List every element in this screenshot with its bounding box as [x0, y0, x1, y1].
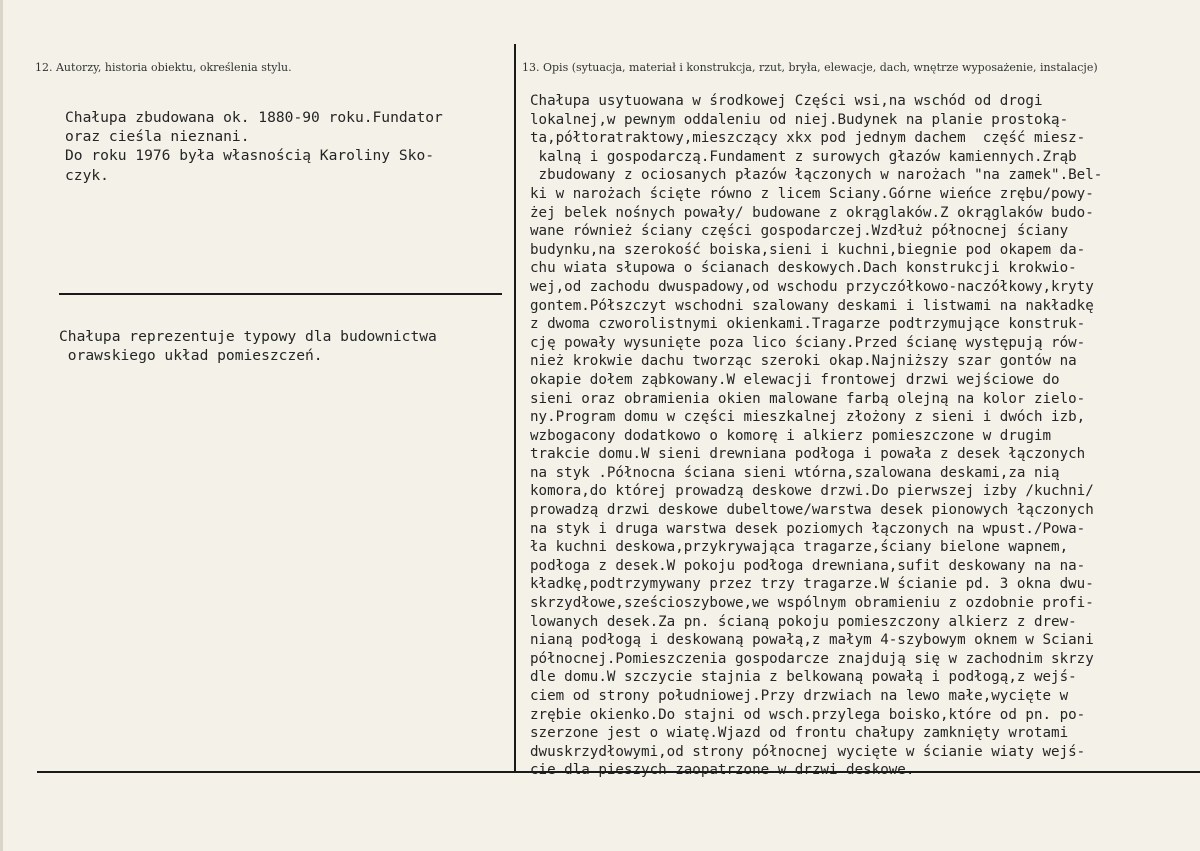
column-divider: [514, 44, 516, 772]
description-text: Chałupa usytuowana w środkowej Części wsi,na wschód od drogi lokalnej,w pewnym oddaleniu od niej.Budynek na planie prostoką- ta,półtoratraktowy,mieszczący xkx pod jednym dachem część miesz- kalną i gospodarczą.Fundament z surowych głazów kamiennych.Zrąb zbudowany z ociosanych płazów łączonych w narożach "na zamek".Bel- ki w narożach ścięte równo z licem Sciany.Górne wieńce zrębu/powy- żej belek nośnych powały/ budowane z okrąglaków.Z okrąglaków budo- wane również ściany części gospodarczej.Wzdłuż północnej ściany budynku,na szerokość boiska,sieni i kuchni,biegnie pod okapem da- chu wiata słupowa o ścianach deskowych.Dach konstrukcji krokwio- wej,od zachodu dwuspadowy,od wschodu przyczółkowo-naczółkowy,kryty gontem.Półszczyt wschodni szalowany deskami i listwami na nakładkę z dwoma czworolistnymi okienkami.Tragarze podtrzymujące konstruk- cję powały wysunięte poza lico ściany.Przed ścianę występują rów- nież krokwie dachu tworząc szeroki okap.Najniższy szar gontów na okapie dołem ząbkowany.W elewacji frontowej drzwi wejściowe do sieni oraz obramienia okien malowane farbą olejną na kolor zielo- ny.Program domu w części mieszkalnej złożony z sieni i dwóch izb, wzbogacony dodatkowo o komorę i alkierz pomieszczone w drugim trakcie domu.W sieni drewniana podłoga i powała z desek łączonych na styk .Północna ściana sieni wtórna,szalowana deskami,za nią komora,do której prowadzą deskowe drzwi.Do pierwszej izby /kuchni/ prowadzą drzwi deskowe dubeltowe/warstwa desek pionowych łączonych na styk i druga warstwa desek poziomych łączonych na wpust./Powa- ła kuchni deskowa,przykrywająca tragarze,ściany bielone wapnem, podłoga z desek.W pokoju podłoga drewniana,sufit deskowany na na- kładkę,podtrzymywany przez trzy tragarze.W ścianie pd. 3 okna dwu- skrzydłowe,sześcioszybowe,we wspólnym obramieniu z ozdobnie profi- lowanych desek.Za pn. ścianą pokoju pomieszczony alkierz z drew- nianą podłogą i deskowaną powałą,z małym 4-szybowym oknem w Sciani północnej.Pomieszczenia gospodarcze znajdują się w zachodnim skrzy dle domu.W szczycie stajnia z belkowaną powałą i podłogą,z wejś- ciem od strony południowej.Przy drzwiach na lewo małe,wycięte w zrębie okienko.Do stajni od wsch.przylega boisko,które od pn. po- szerzone jest o wiatę.Wjazd od frontu chałupy zamknięty wrotami dwuskrzydłowymi,od strony północnej wycięte w ścianie wiaty wejś-: [530, 93, 1103, 760]
history-text: Chałupa zbudowana ok. 1880-90 roku.Fundator oraz cieśla nieznani. Do roku 1976 była własnością Karoliny Sko- czyk.: [65, 109, 443, 184]
section-12-header: 12. Autorzy, historia obiektu, określenia stylu.: [35, 61, 292, 74]
bottom-rule: [37, 771, 1200, 773]
section-13-header: 13. Opis (sytuacja, materiał i konstrukcja, rzut, bryła, elewacje, dach, wnętrze wyposażenie, instalacje): [522, 61, 1098, 74]
left-section-divider: [59, 293, 502, 295]
style-text: Chałupa reprezentuje typowy dla budownictwa orawskiego układ pomieszczeń.: [59, 328, 437, 365]
